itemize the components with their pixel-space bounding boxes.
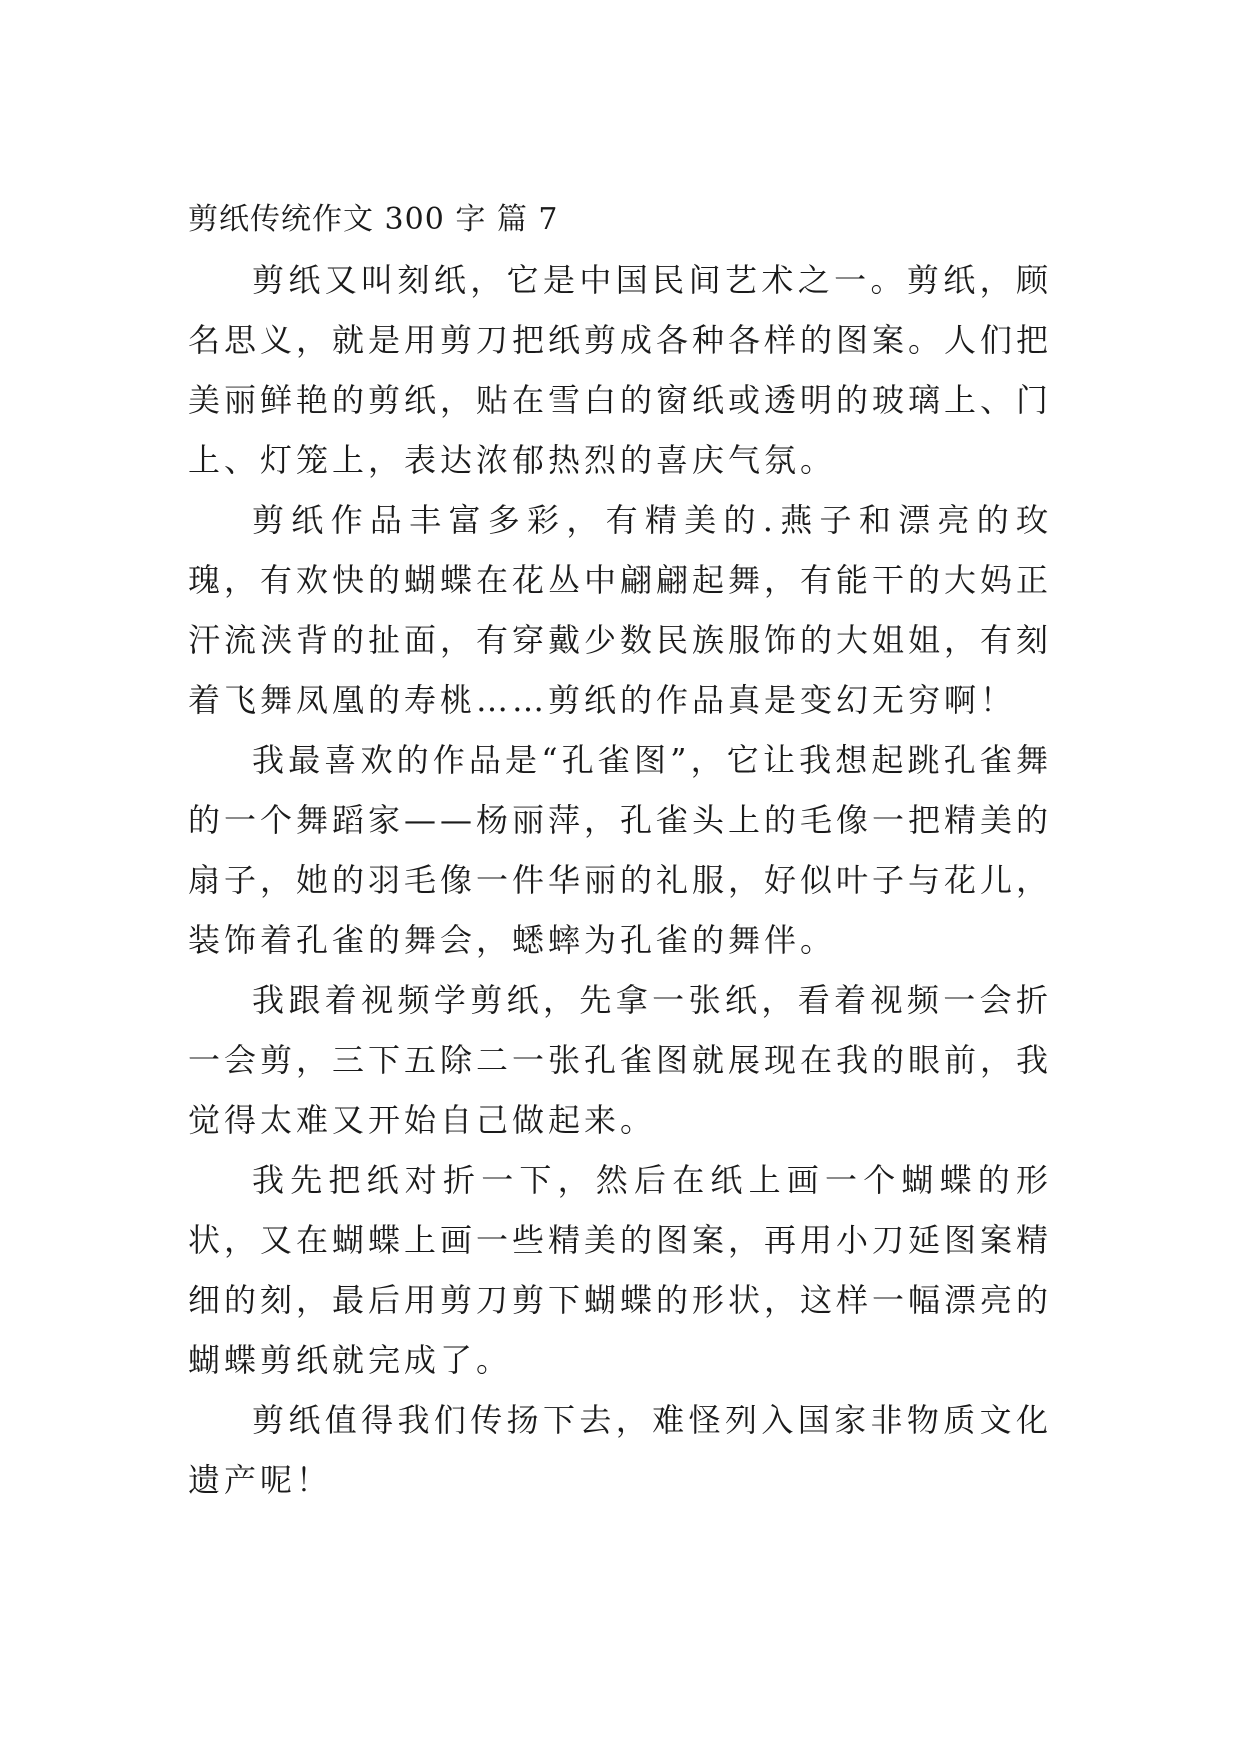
paragraph: 剪纸值得我们传扬下去，难怪列入国家非物质文化遗产呢！ [188, 1401, 1052, 1499]
paragraph: 我跟着视频学剪纸，先拿一张纸，看着视频一会折一会剪，三下五除二一张孔雀图就展现在我的眼前，我觉得太难又开始自己做起来。 [188, 981, 1053, 1139]
paragraph: 剪纸作品丰富多彩，有精美的.燕子和漂亮的玫瑰，有欢快的蝴蝶在花丛中翩翩起舞，有能干的大妈正汗流浃背的扯面，有穿戴少数民族服饰的大姐姐，有刻着飞舞凤凰的寿桃……剪纸的作品真是变幻无穷啊！ [188, 501, 1053, 719]
document-body [188, 190, 1052, 1510]
paragraph: 剪纸又叫刻纸，它是中国民间艺术之一。剪纸，顾名思义，就是用剪刀把纸剪成各种各样的图案。人们把美丽鲜艳的剪纸，贴在雪白的窗纸或透明的玻璃上、门上、灯笼上，表达浓郁热烈的喜庆气氛。 [188, 261, 1053, 479]
paragraph: 我先把纸对折一下，然后在纸上画一个蝴蝶的形状，又在蝴蝶上画一些精美的图案，再用小刀延图案精细的刻，最后用剪刀剪下蝴蝶的形状，这样一幅漂亮的蝴蝶剪纸就完成了。 [188, 1161, 1053, 1379]
paragraph: 我最喜欢的作品是“孔雀图”，它让我想起跳孔雀舞的一个舞蹈家——杨丽萍，孔雀头上的毛像一把精美的扇子，她的羽毛像一件华丽的礼服，好似叶子与花儿，装饰着孔雀的舞会，蟋蟀为孔雀的舞伴。 [188, 741, 1053, 959]
document-title: 剪纸传统作文 300 字 篇 7 [188, 202, 559, 237]
